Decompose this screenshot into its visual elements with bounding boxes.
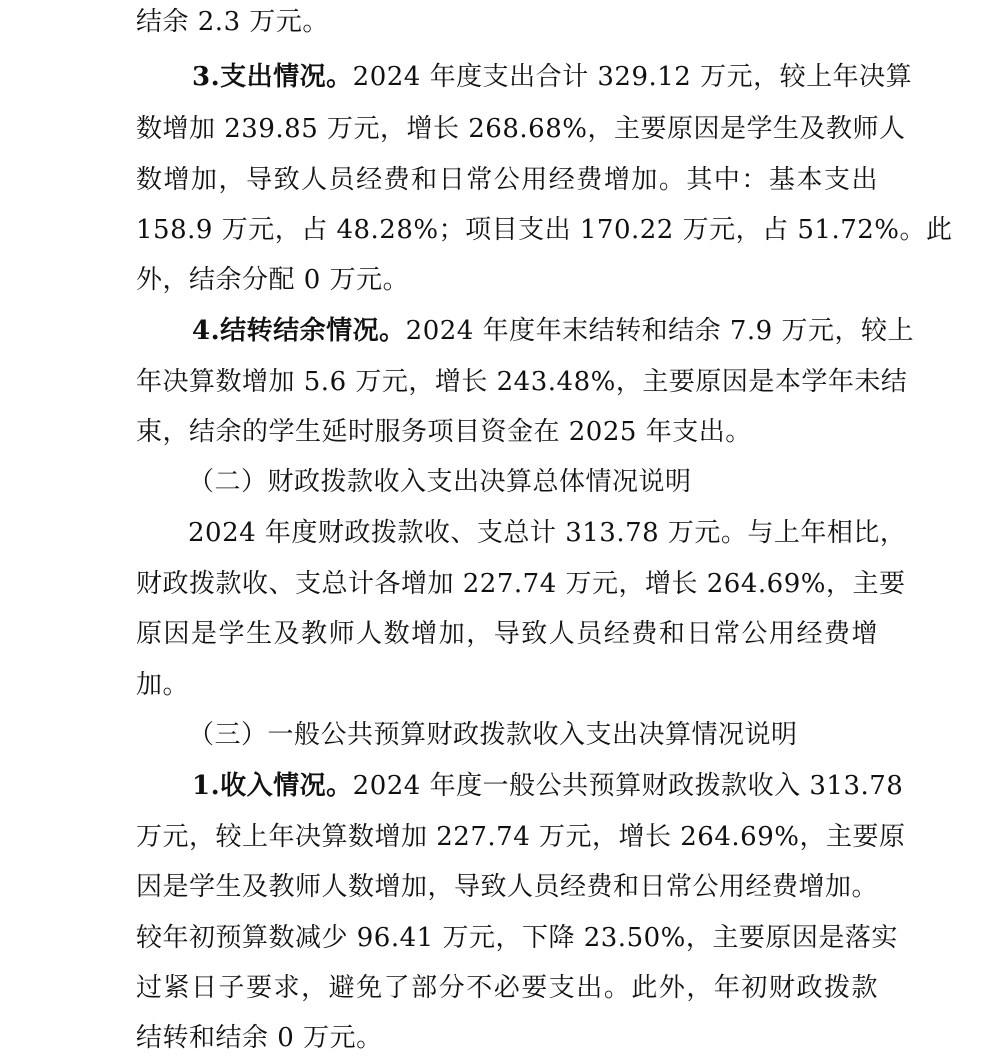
paragraph-line: 万元，较上年决算数增加 227.74 万元，增长 264.69%，主要原 — [136, 822, 906, 852]
paragraph-line: 因是学生及教师人数增加，导致人员经费和日常公用经费增加。 — [136, 872, 879, 902]
paragraph-line: 1.收入情况。2024 年度一般公共预算财政拨款收入 313.78 — [192, 771, 904, 801]
paragraph-line: 原因是学生及教师人数增加，导致人员经费和日常公用经费增 — [136, 619, 878, 649]
paragraph-line: 较年初预算数减少 96.41 万元，下降 23.50%，主要原因是落实 — [136, 923, 898, 953]
section-heading: 1.收入情况。 — [192, 771, 353, 801]
paragraph-line: 过紧日子要求，避免了部分不必要支出。此外，年初财政拨款 — [136, 973, 878, 1003]
paragraph-line: 财政拨款收、支总计各增加 227.74 万元，增长 264.69%，主要 — [136, 569, 906, 599]
paragraph-line: 4.结转结余情况。2024 年度年末结转和结余 7.9 万元，较上 — [192, 316, 914, 346]
paragraph-line: 年决算数增加 5.6 万元，增长 243.48%，主要原因是本学年未结 — [136, 367, 908, 397]
section-heading: 4.结转结余情况。 — [192, 316, 406, 346]
section-heading: 3.支出情况。 — [192, 62, 353, 92]
paragraph-line: 加。 — [136, 670, 190, 700]
paragraph-line: 外，结余分配 0 万元。 — [136, 265, 410, 295]
paragraph-line: 2024 年度财政拨款收、支总计 313.78 万元。与上年相比， — [188, 518, 907, 548]
paragraph-line: 3.支出情况。2024 年度支出合计 329.12 万元，较上年决算 — [192, 62, 913, 92]
section-title: （二）财政拨款收入支出决算总体情况说明 — [188, 467, 692, 497]
paragraph-line: 数增加，导致人员经费和日常公用经费增加。其中：基本支出 — [136, 165, 878, 195]
paragraph-line: 158.9 万元，占 48.28%；项目支出 170.22 万元，占 51.72%。此 — [136, 215, 953, 245]
paragraph-line: 结转和结余 0 万元。 — [136, 1023, 383, 1053]
section-title: （三）一般公共预算财政拨款收入支出决算情况说明 — [188, 720, 798, 750]
paragraph-line: 结余 2.3 万元。 — [136, 7, 329, 37]
paragraph-line: 数增加 239.85 万元，增长 268.68%，主要原因是学生及教师人 — [136, 114, 906, 144]
paragraph-line: 束，结余的学生延时服务项目资金在 2025 年支出。 — [136, 417, 752, 447]
